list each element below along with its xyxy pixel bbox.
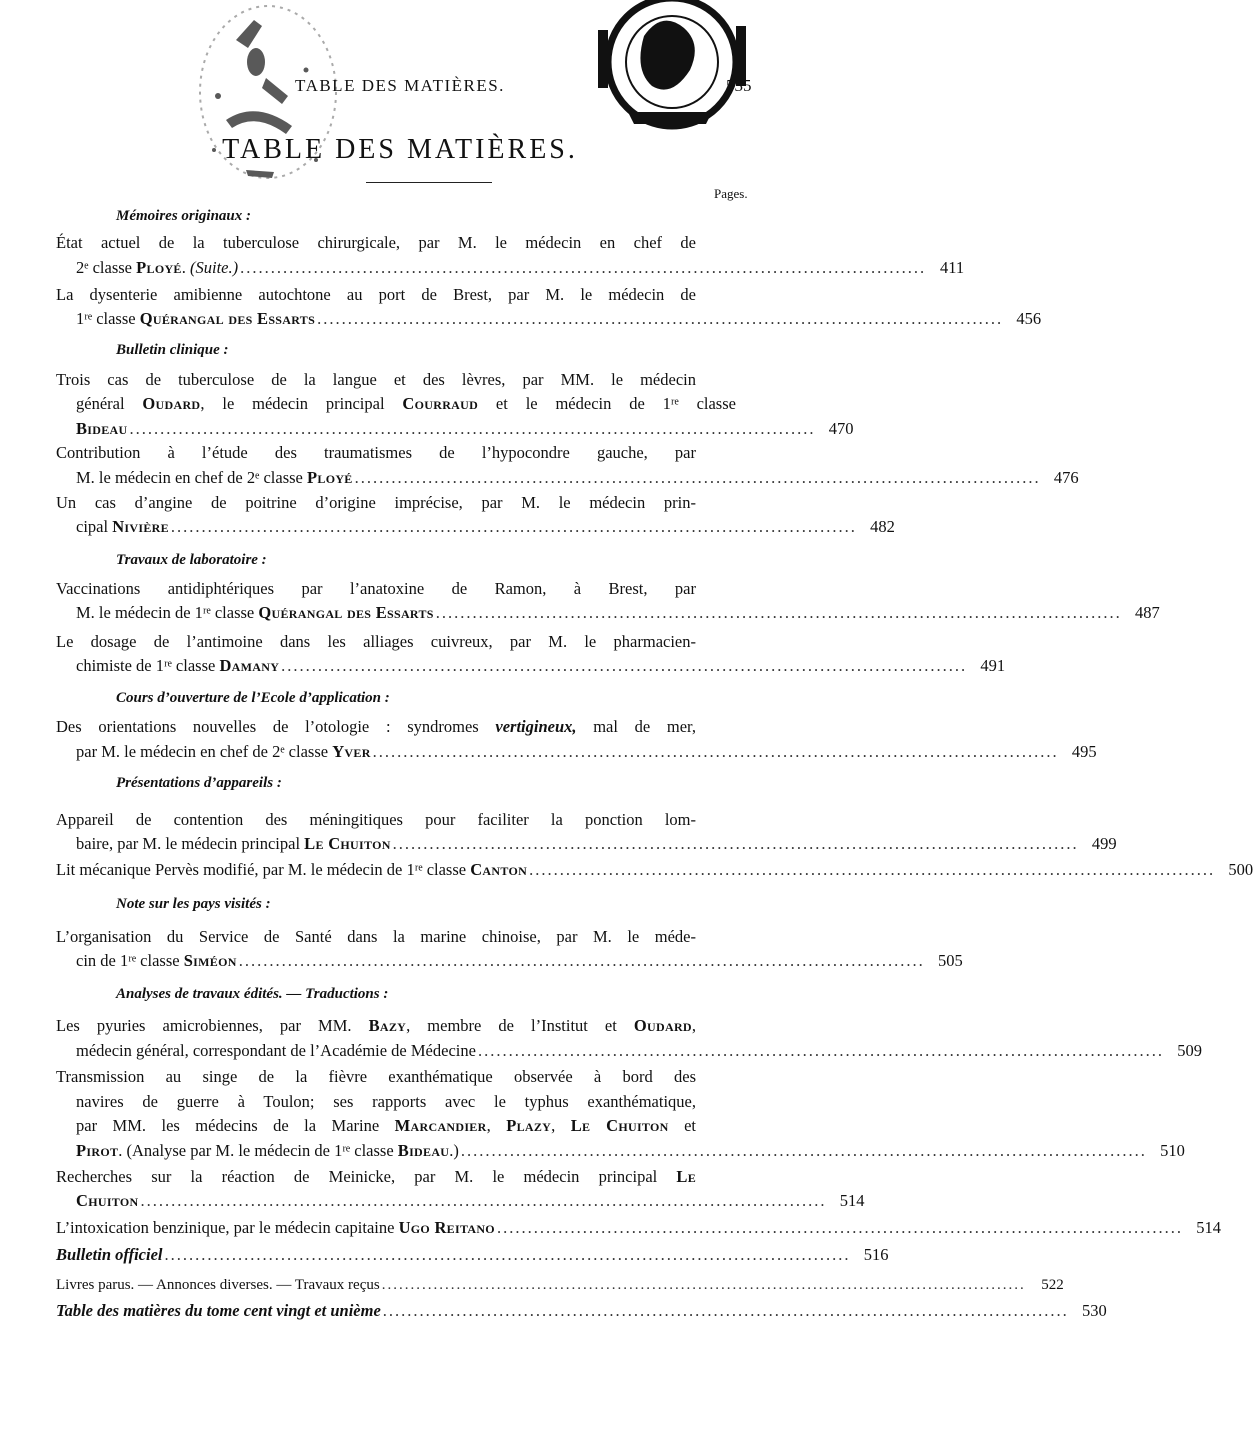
toc-entry: La dysenterie amibienne autochtone au port de Brest, par M. le médecin de [56, 285, 696, 304]
page-ref: 495 [1071, 742, 1097, 761]
toc-entry: Des orientations nouvelles de l’otologie : syndromes vertigineux, mal de mer, [56, 717, 696, 736]
toc-entry: par MM. les médecins de la Marine Marcandier, Plazy, Le Chuiton et [76, 1116, 696, 1135]
toc-entry: baire, par M. le médecin principal Le Chuiton ................................................................................................................ 499 [76, 832, 750, 856]
toc-entry: cin de 1ʳᵉ classe Siméon ................................................................................................................ 505 [76, 949, 750, 973]
toc-entry: État actuel de la tuberculose chirurgicale, par M. le médecin en chef de [56, 233, 696, 252]
toc-entry: 2ᵉ classe Ployé. (Suite.) ................................................................................................................ 411 [76, 256, 750, 280]
toc-entry: L’organisation du Service de Santé dans la marine chinoise, par M. le méde- [56, 927, 696, 946]
toc-entry: Le dosage de l’antimoine dans les alliages cuivreux, par M. le pharmacien- [56, 632, 696, 651]
toc-entry: Livres parus. — Annonces diverses. — Travaux reçus ................................................................................................................ 522 [56, 1273, 750, 1297]
page-ref: 487 [1134, 603, 1160, 622]
toc-entry: chimiste de 1ʳᵉ classe Damany ................................................................................................................ 491 [76, 654, 750, 678]
toc-entry: Lit mécanique Pervès modifié, par M. le médecin de 1ʳᵉ classe Canton ................................................................................................................ 500 [56, 858, 750, 882]
toc-entry: par M. le médecin en chef de 2ᵉ classe Yver ................................................................................................................ 495 [76, 740, 750, 764]
toc-entry: Bideau ................................................................................................................ 470 [76, 417, 750, 441]
page-ref: 510 [1160, 1141, 1185, 1160]
page-ref: 516 [863, 1245, 889, 1264]
page-ref: 514 [839, 1191, 865, 1210]
page-ref: 499 [1091, 834, 1117, 853]
page-ref: 505 [937, 951, 963, 970]
page-title: TABLE DES MATIÈRES. [222, 134, 578, 165]
pages-column-label: Pages. [714, 186, 748, 201]
toc-entry: navires de guerre à Toulon; ses rapports avec le typhus exanthématique, [76, 1092, 696, 1111]
page-ref: 411 [939, 258, 965, 277]
toc-entry: M. le médecin de 1ʳᵉ classe Quérangal des Essarts ................................................................................................................ 487 [76, 601, 750, 625]
toc-entry: Trois cas de tuberculose de la langue et des lèvres, par MM. le médecin [56, 370, 696, 389]
toc-entry: Un cas d’angine de poitrine d’origine imprécise, par M. le médecin prin- [56, 493, 696, 512]
section-heading: Analyses de travaux édités. — Traductions : [116, 986, 389, 1002]
toc-entry: Transmission au singe de la fièvre exanthématique observée à bord des [56, 1067, 696, 1086]
toc-entry: 1ʳᵉ classe Quérangal des Essarts ................................................................................................................ 456 [76, 307, 750, 331]
page-ref: 509 [1177, 1041, 1202, 1060]
section-heading: Mémoires originaux : [116, 208, 252, 224]
page-ref: 482 [870, 517, 895, 536]
toc-entry: Contribution à l’étude des traumatismes de l’hypocondre gauche, par [56, 443, 696, 462]
toc-entry: L’intoxication benzinique, par le médecin capitaine Ugo Reitano ................................................................................................................ 514 [56, 1216, 750, 1240]
section-heading: Note sur les pays visités : [116, 896, 271, 912]
page-ref: 500 [1228, 860, 1253, 879]
toc-entry: Bulletin officiel ................................................................................................................ 516 [56, 1243, 750, 1267]
page-ref: 476 [1053, 468, 1079, 487]
section-heading: Présentations d’appareils : [116, 775, 282, 791]
toc-entry: Appareil de contention des méningitiques pour faciliter la ponction lom- [56, 810, 696, 829]
section-heading: Bulletin clinique : [116, 342, 229, 358]
toc-entry: général Oudard, le médecin principal Courraud et le médecin de 1ʳᵉ classe [76, 394, 736, 413]
toc-entry: M. le médecin en chef de 2ᵉ classe Ployé ................................................................................................................ 476 [76, 466, 750, 490]
section-heading: Travaux de laboratoire : [116, 552, 267, 568]
toc-entry: Vaccinations antidiphtériques par l’anatoxine de Ramon, à Brest, par [56, 579, 696, 598]
title-divider [366, 182, 492, 183]
toc-entry: Les pyuries amicrobiennes, par MM. Bazy, membre de l’Institut et Oudard, [56, 1016, 696, 1035]
page-ref: 470 [828, 419, 854, 438]
page-ref: 522 [1041, 1277, 1064, 1293]
toc-entry: Pirot. (Analyse par M. le médecin de 1ʳᵉ classe Bideau.) ................................................................................................................ 510 [76, 1139, 750, 1163]
page-ref: 514 [1196, 1218, 1221, 1237]
page-number: 535 [726, 76, 752, 95]
section-heading: Cours d’ouverture de l’Ecole d’application : [116, 690, 390, 706]
running-title: TABLE DES MATIÈRES. [295, 76, 505, 95]
page-ref: 530 [1082, 1301, 1107, 1320]
page-ref: 491 [980, 656, 1006, 675]
toc-entry: Table des matières du tome cent vingt et unième ................................................................................................................ 530 [56, 1299, 750, 1323]
toc-entry: Recherches sur la réaction de Meinicke, par M. le médecin principal Le [56, 1167, 696, 1186]
toc-entry: Chuiton ................................................................................................................ 514 [76, 1189, 750, 1213]
toc-entry: cipal Nivière ................................................................................................................ 482 [76, 515, 750, 539]
toc-entry: médecin général, correspondant de l’Académie de Médecine ................................................................................................................ 509 [76, 1039, 750, 1063]
page-ref: 456 [1016, 309, 1042, 328]
